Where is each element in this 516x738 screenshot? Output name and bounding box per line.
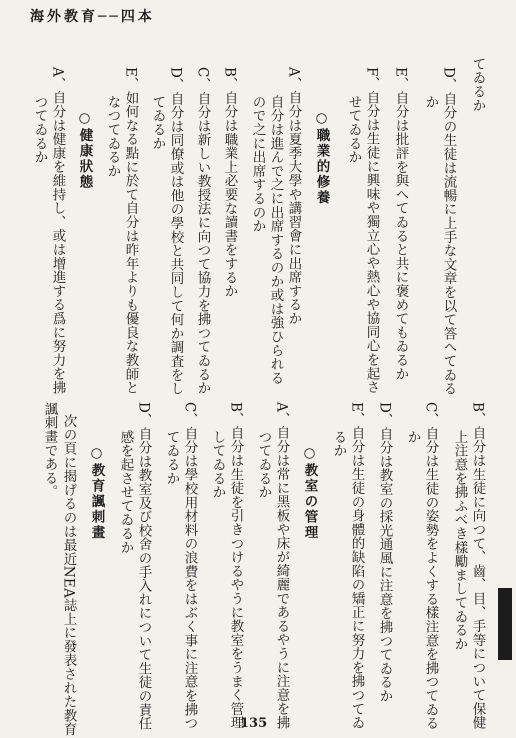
text-column: せてゐるか: [345, 95, 362, 164]
text-column: E、自分は生徒の身體的缺陷の矯正に努力を拂つてゐ: [348, 402, 365, 730]
section-heading: ○教育諷刺畫: [88, 445, 105, 541]
text-column: か: [404, 430, 421, 444]
text-column: てゐるか: [469, 57, 486, 113]
text-column: E、自分は批評を與へてゐると共に褒めてもゐるか: [392, 67, 409, 381]
text-column: F、自分は生徒に興味や獨立心や熱心や協同心を起さ: [363, 67, 380, 395]
text-column: 上注意を拂ふべき樣勵ましてゐるか: [451, 430, 468, 651]
text-column: D、自分は同僚或は他の學校と共同して何か調査をし: [167, 67, 184, 396]
text-column: B、自分は生徒に向つて、齒、目、手等について保健: [469, 402, 486, 730]
section-heading: ○職業的修養: [313, 110, 330, 206]
text-column: なつてゐるか: [104, 95, 121, 178]
thumb-index-tab: [498, 588, 512, 660]
text-column: D、自分は教室の採光通風に注意を拂つてゐるか: [376, 402, 393, 703]
text-column: A、自分は夏季大學や講習會に出席するか: [285, 67, 302, 326]
running-header: 海外教育──四本: [30, 9, 155, 25]
text-column: C、自分は新しい教授法に向つて協力を拂つてゐるか: [194, 67, 211, 396]
text-column: 感を起させてゐるか: [117, 430, 134, 555]
text-column: つてゐるか: [255, 430, 272, 499]
text-column: てゐるか: [149, 95, 166, 151]
text-column: 諷刺畫である。: [41, 402, 58, 499]
text-column: つてゐるか: [31, 95, 48, 164]
text-column: B、自分は職業上必要な讀書をするか: [221, 67, 238, 299]
text-column: A、自分は健康を維持し、或は增進する爲に努力を拂: [49, 67, 66, 395]
text-column: A、自分は常に黑板や床が綺麗であるやうに注意を拂: [273, 402, 290, 730]
text-column: C、自分は學校用材料の浪費をはぶく事に注意を拂つ: [181, 402, 198, 731]
text-column: D、自分は教室及び校舍の手入れについて生徒の責任: [135, 402, 152, 731]
text-column: E、如何なる點に於て自分は昨年よりも優良な教師と: [122, 67, 139, 395]
text-column: ので之に出席するのか: [249, 95, 266, 233]
section-heading: ○教室の管理: [301, 445, 318, 541]
text-column: てゐるか: [163, 430, 180, 486]
text-column: B、自分は生徒を引きつけるやうに教室をうまく管理: [227, 402, 244, 730]
text-column: るか: [330, 430, 347, 458]
page-number: 135: [240, 716, 268, 731]
section-heading: ○健康狀態: [76, 110, 93, 190]
text-column: 自分は進んで之に出席するのか或は強ひられる: [267, 95, 284, 385]
text-column: か: [422, 95, 439, 109]
text-column: してゐるか: [209, 430, 226, 499]
text-column: 次の頁に揭げるのは最近NEA誌上に發表された教育: [60, 414, 77, 737]
text-column: C、自分は生徒の姿勢をよくする樣注意を拂つてゐる: [422, 402, 439, 731]
text-column: D、自分の生徒は流暢に上手な文章を以て答へてゐる: [440, 67, 457, 396]
